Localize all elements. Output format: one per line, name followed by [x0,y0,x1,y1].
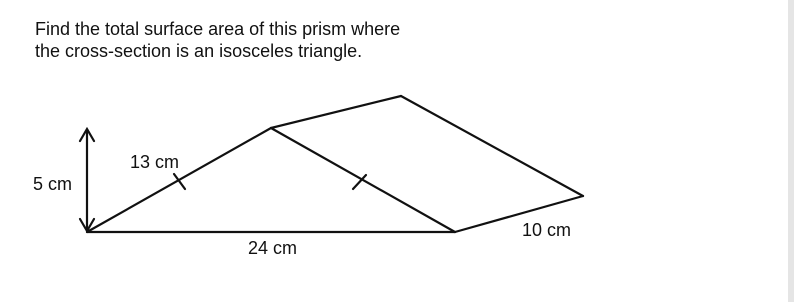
question-line-2: the cross-section is an isosceles triangle. [35,41,363,61]
question-line-1: Find the total surface area of this prism where [35,19,401,39]
slant-label: 13 cm [130,152,180,172]
depth-label: 10 cm [522,220,572,240]
height-label: 5 cm [33,174,73,194]
top-ridge-edge [271,96,401,128]
base-label: 24 cm [248,238,298,258]
right-slant-edge [271,128,455,232]
back-slant-edge [401,96,583,196]
